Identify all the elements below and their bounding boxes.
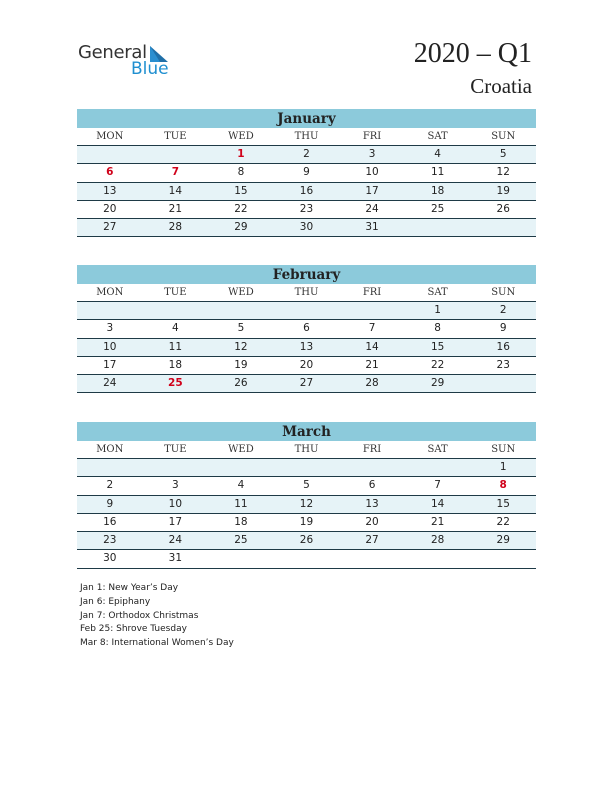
day-cell: 22: [234, 202, 248, 215]
holiday-note: Jan 1: New Year’s Day: [80, 583, 179, 593]
weekday-label: SAT: [427, 444, 448, 455]
day-cell: 21: [365, 358, 379, 371]
day-cell: 9: [499, 322, 507, 335]
weekday-label: MON: [96, 131, 124, 142]
holiday-note: Mar 8: International Women’s Day: [80, 638, 234, 649]
day-cell: 3: [106, 322, 114, 335]
day-cell: 12: [496, 166, 510, 179]
week-row: [77, 218, 536, 237]
month-january: [77, 109, 536, 237]
day-cell: 2: [106, 479, 114, 492]
day-cell: 1: [405, 302, 471, 319]
day-cell: [405, 219, 471, 236]
day-cell: 8: [237, 166, 245, 179]
day-cell: [470, 550, 536, 567]
day-cell: 22: [496, 515, 510, 528]
weekday-label: WED: [228, 131, 254, 142]
day-cell: 10: [77, 339, 143, 356]
week-row: [77, 356, 536, 374]
weekday-label: SUN: [491, 287, 516, 298]
month-title: February: [77, 265, 536, 284]
day-cell: 14: [339, 339, 405, 356]
day-cell: 17: [168, 515, 183, 528]
day-cell: 23: [299, 202, 314, 215]
day-cell: [77, 146, 143, 163]
day-cell: 19: [234, 358, 248, 371]
weekday-label: TUE: [164, 131, 187, 142]
day-cell: 27: [77, 219, 143, 236]
day-cell: 12: [274, 496, 340, 513]
day-cell: 2: [470, 302, 536, 319]
weekday-label: MON: [96, 444, 124, 455]
weekday-label: THU: [294, 131, 319, 142]
day-cell: [143, 302, 209, 319]
week-row: [77, 495, 536, 513]
weekday-label: FRI: [362, 131, 382, 142]
holiday-note: Jan 7: Orthodox Christmas: [80, 610, 199, 621]
weekday-label: SAT: [427, 287, 448, 298]
day-cell: 7: [434, 479, 441, 492]
day-cell: 27: [274, 375, 340, 392]
weekday-label: SAT: [427, 131, 448, 142]
month-february: [77, 265, 536, 393]
day-cell: 24: [365, 202, 379, 215]
holiday-day-cell: 1: [208, 146, 274, 163]
holiday-note: Feb 25: Shrove Tuesday: [80, 624, 187, 635]
day-cell: [339, 550, 405, 567]
day-cell: 4: [405, 146, 471, 163]
day-cell: 4: [172, 322, 179, 335]
day-cell: 11: [143, 339, 209, 356]
day-cell: 26: [208, 375, 274, 392]
day-cell: 2: [274, 146, 340, 163]
day-cell: [274, 550, 340, 567]
day-cell: 5: [303, 479, 310, 492]
week-row: [77, 458, 536, 476]
weekday-label: MON: [96, 287, 124, 298]
day-cell: 5: [470, 146, 536, 163]
day-cell: 7: [368, 322, 376, 335]
day-cell: [208, 550, 274, 567]
holiday-day-cell: 25: [143, 375, 209, 392]
day-cell: 3: [339, 146, 405, 163]
day-cell: 26: [274, 532, 340, 549]
day-cell: 23: [77, 532, 143, 549]
week-row: [77, 338, 536, 356]
day-cell: 21: [430, 515, 445, 528]
day-cell: 15: [405, 339, 471, 356]
day-cell: 14: [405, 496, 471, 513]
month-title: March: [77, 422, 536, 441]
day-cell: [405, 459, 471, 476]
day-cell: 12: [208, 339, 274, 356]
month-title: January: [77, 109, 536, 128]
day-cell: 29: [405, 375, 471, 392]
week-row: [77, 301, 536, 319]
day-cell: 18: [168, 358, 183, 371]
day-cell: 3: [172, 479, 179, 492]
weekday-label: WED: [228, 287, 254, 298]
weekday-header-row: [77, 441, 536, 458]
holiday-note: Jan 6: Epiphany: [80, 596, 151, 607]
day-cell: [339, 302, 405, 319]
day-cell: [77, 459, 143, 476]
day-cell: 22: [430, 358, 445, 371]
country-name: Croatia: [470, 74, 532, 98]
weekday-header-row: [77, 128, 536, 145]
weekday-label: SUN: [491, 444, 516, 455]
week-row: [77, 476, 536, 494]
day-cell: [274, 302, 340, 319]
day-cell: 29: [470, 532, 536, 549]
day-cell: 8: [434, 322, 441, 335]
weekday-label: THU: [294, 444, 319, 455]
week-row: [77, 549, 536, 568]
day-cell: 13: [274, 339, 340, 356]
day-cell: [208, 459, 274, 476]
week-row: [77, 182, 536, 200]
day-cell: 25: [430, 202, 445, 215]
day-cell: [274, 459, 340, 476]
day-cell: 11: [208, 496, 274, 513]
day-cell: 6: [368, 479, 376, 492]
week-row: [77, 374, 536, 393]
week-row: [77, 200, 536, 218]
day-cell: 20: [365, 515, 379, 528]
day-cell: [470, 375, 536, 392]
day-cell: 20: [103, 202, 117, 215]
day-cell: 28: [339, 375, 405, 392]
day-cell: 15: [208, 183, 274, 200]
day-cell: 6: [303, 322, 310, 335]
day-cell: 20: [299, 358, 314, 371]
day-cell: 17: [103, 358, 117, 371]
day-cell: 5: [237, 322, 245, 335]
weekday-label: TUE: [164, 444, 187, 455]
day-cell: 1: [470, 459, 536, 476]
day-cell: 25: [208, 532, 274, 549]
logo-general-text: General: [78, 42, 147, 63]
day-cell: 13: [77, 183, 143, 200]
page-title: 2020 – Q1: [413, 38, 532, 69]
day-cell: 24: [77, 375, 143, 392]
weekday-label: FRI: [362, 444, 382, 455]
day-cell: 11: [430, 166, 445, 179]
day-cell: [77, 302, 143, 319]
week-row: [77, 145, 536, 163]
generalblue-logo: [78, 42, 178, 82]
day-cell: 4: [237, 479, 245, 492]
day-cell: [470, 219, 536, 236]
week-row: [77, 163, 536, 181]
day-cell: [405, 550, 471, 567]
day-cell: 28: [143, 219, 209, 236]
day-cell: 14: [143, 183, 209, 200]
day-cell: 19: [299, 515, 314, 528]
day-cell: 21: [168, 202, 183, 215]
weekday-label: WED: [228, 444, 254, 455]
day-cell: 31: [339, 219, 405, 236]
day-cell: 24: [143, 532, 209, 549]
logo-blue-text: Blue: [131, 59, 169, 79]
day-cell: 16: [470, 339, 536, 356]
day-cell: 17: [339, 183, 405, 200]
weekday-header-row: [77, 284, 536, 301]
day-cell: 23: [496, 358, 510, 371]
day-cell: 30: [274, 219, 340, 236]
day-cell: 10: [365, 166, 379, 179]
day-cell: 19: [470, 183, 536, 200]
day-cell: 9: [303, 166, 310, 179]
day-cell: 30: [103, 552, 117, 565]
day-cell: 13: [339, 496, 405, 513]
day-cell: 28: [405, 532, 471, 549]
day-cell: 10: [143, 496, 209, 513]
day-cell: 9: [77, 496, 143, 513]
day-cell: 16: [274, 183, 340, 200]
weekday-label: THU: [294, 287, 319, 298]
weekday-label: SUN: [491, 131, 516, 142]
day-cell: 26: [496, 202, 510, 215]
month-march: [77, 422, 536, 569]
day-cell: [143, 459, 209, 476]
holiday-day-cell: 8: [499, 479, 507, 492]
week-row: [77, 319, 536, 337]
week-row: [77, 513, 536, 531]
day-cell: 29: [208, 219, 274, 236]
day-cell: 18: [405, 183, 471, 200]
day-cell: 31: [168, 552, 183, 565]
day-cell: [208, 302, 274, 319]
holiday-day-cell: 6: [106, 166, 114, 179]
week-row: [77, 531, 536, 549]
holiday-notes: [80, 582, 234, 651]
weekday-label: TUE: [164, 287, 187, 298]
day-cell: 15: [470, 496, 536, 513]
day-cell: 18: [234, 515, 248, 528]
day-cell: 27: [339, 532, 405, 549]
day-cell: [143, 146, 209, 163]
day-cell: [339, 459, 405, 476]
holiday-day-cell: 7: [171, 166, 179, 179]
day-cell: 16: [103, 515, 117, 528]
weekday-label: FRI: [362, 287, 382, 298]
